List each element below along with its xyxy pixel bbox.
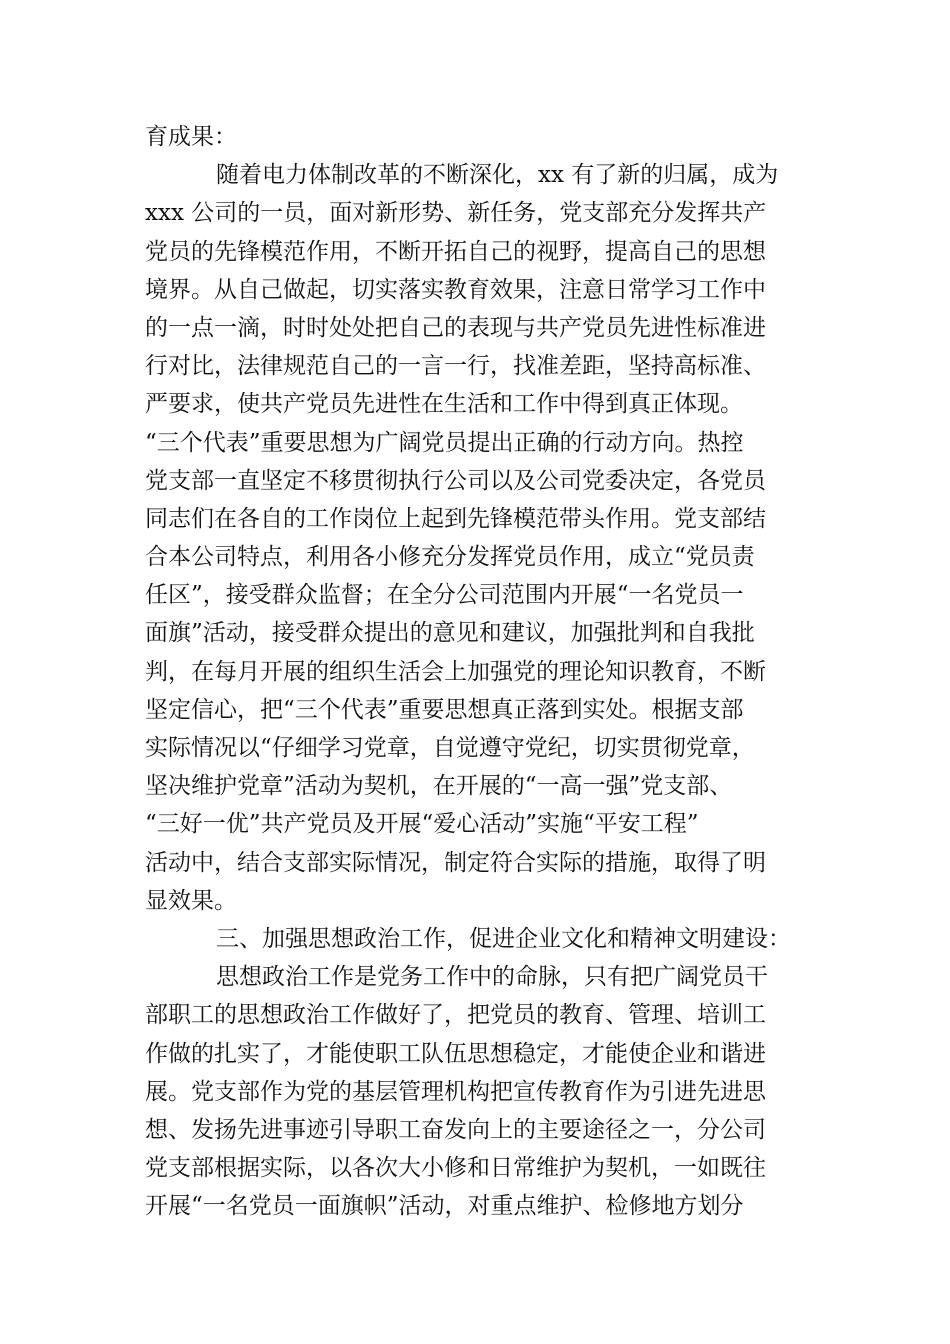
text-line: 活动中，结合支部实际情况，制定符合实际的措施，取得了明: [145, 849, 766, 876]
text-line: 坚定信心，把“三个代表”重要思想真正落到实处。根据支部: [145, 696, 744, 723]
text-line: 坚决维护党章”活动为契机，在开展的“一高一强”党支部、: [145, 773, 733, 800]
text-line: 思想政治工作是党务工作中的命脉，只有把广阔党员干: [216, 964, 768, 991]
document-body: [145, 118, 807, 1225]
text-line: 开展“一名党员一面旗帜”活动，对重点维护、检修地方划分: [145, 1193, 744, 1220]
text-line: 想、发扬先进事迹引导职工奋发向上的主要途径之一，分公司: [145, 1116, 766, 1143]
text-line: 作做的扎实了，才能使职工队伍思想稳定，才能使企业和谐进: [145, 1040, 766, 1067]
text-line: 党员的先锋模范作用，不断开拓自己的视野，提高自己的思想: [145, 238, 766, 265]
text-line: 部职工的思想政治工作做好了，把党员的教育、管理、培训工: [145, 1002, 766, 1029]
text-line: 境界。从自己做起，切实落实教育效果，注意日常学习工作中: [145, 276, 766, 303]
text-line: 的一点一滴，时时处处把自己的表现与共产党员先进性标准进: [145, 314, 766, 341]
text-line: 同志们在各自的工作岗位上起到先锋模范带头作用。党支部结: [145, 505, 766, 532]
text-line: 任区”，接受群众监督；在全分公司范围内开展“一名党员一: [145, 582, 744, 609]
text-line: 合本公司特点，利用各小修充分发挥党员作用，成立“党员责: [145, 544, 755, 571]
text-line: 三、加强思想政治工作，促进企业文化和精神文明建设：: [216, 925, 791, 952]
text-line: 随着电力体制改革的不断深化，xx 有了新的归属，成为: [216, 162, 779, 189]
text-line: 党支部根据实际，以各次大小修和日常维护为契机，一如既往: [145, 1155, 766, 1182]
text-line: 育成果：: [145, 124, 237, 150]
text-line: “三个代表”重要思想为广阔党员提出正确的行动方向。热控: [145, 429, 744, 456]
text-line: 面旗”活动，接受群众提出的意见和建议，加强批判和自我批: [145, 620, 755, 647]
text-line: 严要求，使共产党员先进性在生活和工作中得到真正体现。: [145, 391, 743, 418]
text-line: 行对比，法律规范自己的一言一行，找准差距，坚持高标准、: [145, 353, 766, 380]
text-line: “三好一优”共产党员及开展“爱心活动”实施“平安工程”: [145, 811, 699, 838]
text-line: 党支部一直坚定不移贯彻执行公司以及公司党委决定，各党员: [145, 467, 766, 494]
text-line: 判，在每月开展的组织生活会上加强党的理论知识教育，不断: [145, 658, 766, 685]
text-line: 展。党支部作为党的基层管理机构把宣传教育作为引进先进思: [145, 1078, 766, 1105]
text-line: 实际情况以“仔细学习党章，自觉遵守党纪，切实贯彻党章，: [145, 735, 755, 761]
text-line: xxx 公司的一员，面对新形势、新任务，党支部充分发挥共产: [145, 200, 767, 227]
text-line: 显效果。: [145, 887, 237, 914]
